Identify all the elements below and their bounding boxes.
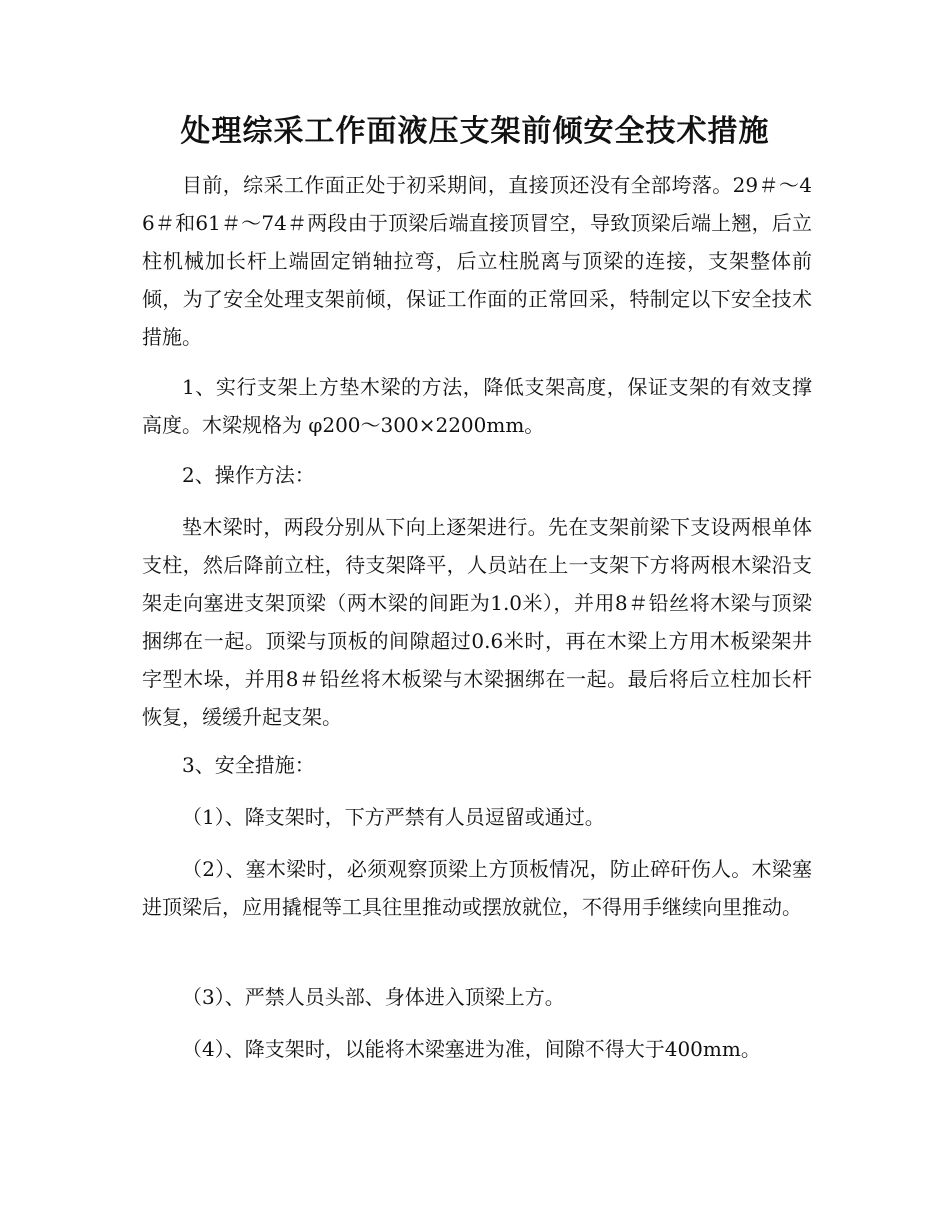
paragraph-item-1: 1、实行支架上方垫木梁的方法，降低支架高度，保证支架的有效支撑高度。木梁规格为 φ200～300×2200mm。 [142,375,812,437]
paragraph-operation-method: 垫木梁时，两段分别从下向上逐架进行。先在支架前梁下支设两根单体支柱，然后降前立柱，待支架降平，人员站在上一支架下方将两根木梁沿支架走向塞进支架顶梁（两木梁的间距为1.0米），并用8＃铅丝将木梁与顶梁捆绑在一起。顶梁与顶板的间隙超过0.6米时，再在木梁上方用木板梁架井字型木垛，并用8＃铅丝将木板梁与木梁捆绑在一起。最后将后立柱加长杆恢复，缓缓升起支架。 [142,515,812,729]
paragraph-safety-2: （2）、塞木梁时，必须观察顶梁上方顶板情况，防止碎矸伤人。木梁塞进顶梁后，应用撬棍等工具往里推动或摆放就位，不得用手继续向里推动。 [142,857,812,919]
paragraph-safety-3: （3）、严禁人员头部、身体进入顶梁上方。 [182,985,565,1009]
document-title: 处理综采工作面液压支架前倾安全技术措施 [180,114,770,149]
paragraph-safety-1: （1）、降支架时，下方严禁有人员逗留或通过。 [182,805,605,829]
paragraph-item-2-heading: 2、操作方法： [182,463,315,487]
paragraph-safety-4: （4）、降支架时，以能将木梁塞进为准，间隙不得大于400mm。 [182,1037,761,1061]
paragraph-item-3-heading: 3、安全措施： [182,753,315,777]
paragraph-intro: 目前，综采工作面正处于初采期间，直接顶还没有全部垮落。29＃～46＃和61＃～74＃两段由于顶梁后端直接顶冒空，导致顶梁后端上翘，后立柱机械加长杆上端固定销轴拉弯，后立柱脱离与顶梁的连接，支架整体前倾，为了安全处理支架前倾，保证工作面的正常回采，特制定以下安全技术措施。 [142,173,812,349]
